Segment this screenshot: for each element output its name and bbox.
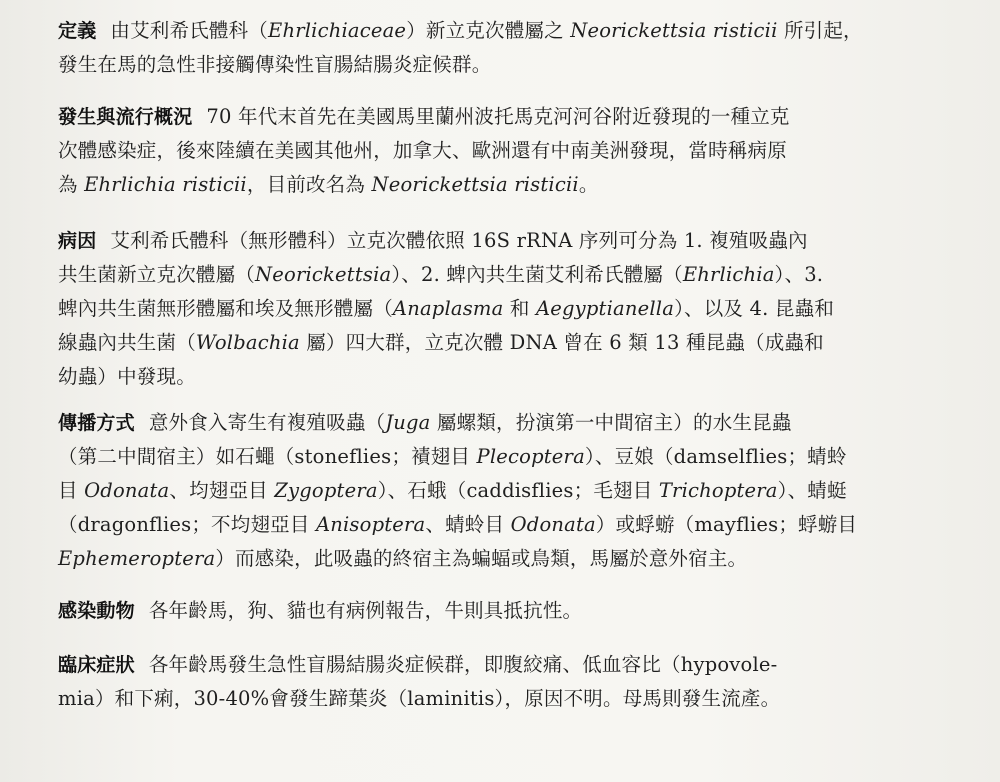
scientific-name: Ehrlichia risticii — [84, 173, 247, 196]
text-segment: （dragonflies；不均翅亞目 — [58, 513, 316, 536]
text-line — [58, 258, 980, 292]
text-line — [58, 168, 980, 202]
text-segment: 。 — [578, 173, 599, 196]
text-segment: 目 — [58, 479, 85, 502]
text-line — [58, 292, 980, 326]
scientific-name: Zygoptera — [274, 479, 378, 502]
entry-section — [58, 100, 980, 202]
entry-term: 病因 — [58, 230, 97, 252]
text-segment: 屬螺類，扮演第一中間宿主）的水生昆蟲 — [430, 411, 792, 434]
entry-section — [58, 594, 980, 628]
text-line — [58, 406, 980, 440]
text-line — [58, 100, 980, 134]
text-segment: ，目前改名為 — [246, 173, 372, 196]
scientific-name: Ehrlichia — [682, 263, 775, 286]
text-segment: 發生在馬的急性非接觸傳染性盲腸結腸炎症候群。 — [58, 53, 492, 76]
scientific-name: Trichoptera — [658, 479, 778, 502]
text-segment: 次體感染症，後來陸續在美國其他州，加拿大、歐洲還有中南美洲發現，當時稱病原 — [58, 139, 787, 162]
text-line — [58, 224, 980, 258]
scientific-name: Aegyptianella — [535, 297, 675, 320]
text-line — [58, 594, 980, 628]
entry-section — [58, 406, 980, 576]
text-line — [58, 14, 980, 48]
text-segment: 和 — [503, 297, 536, 320]
text-segment: 各年齡馬，狗、貓也有病例報告，牛則具抵抗性。 — [148, 599, 583, 622]
text-line — [58, 474, 980, 508]
text-segment: 艾利希氏體科（無形體科）立克次體依照 16S rRNA 序列可分為 1. 複殖吸蟲內 — [110, 229, 808, 252]
text-line — [58, 360, 980, 394]
text-segment: 意外食入寄生有複殖吸蟲（ — [148, 411, 386, 434]
text-segment: 線蟲內共生菌（ — [58, 331, 196, 354]
text-segment: 由艾利希氏體科（ — [110, 19, 269, 42]
text-segment: ）或蜉蝣（mayflies；蜉蝣目 — [595, 513, 858, 536]
entry-term: 感染動物 — [58, 600, 135, 622]
text-segment: ）、豆娘（damselflies；蜻蛉 — [584, 445, 847, 468]
text-segment: ）、蜻蜓 — [777, 479, 847, 502]
entry-section — [58, 648, 980, 716]
scientific-name: Wolbachia — [195, 331, 300, 354]
entry-term: 臨床症狀 — [58, 654, 135, 676]
text-segment: ）、2. 蜱內共生菌艾利希氏體屬（ — [391, 263, 683, 286]
scientific-name: Odonata — [510, 513, 596, 536]
text-line — [58, 326, 980, 360]
text-segment: 共生菌新立克次體屬（ — [58, 263, 256, 286]
entry-term: 傳播方式 — [58, 412, 135, 434]
text-segment: 各年齡馬發生急性盲腸結腸炎症候群，即腹絞痛、低血容比（hypovole- — [148, 653, 778, 676]
text-segment: mia）和下痢，30-40%會發生蹄葉炎（laminitis），原因不明。母馬則發生流產。 — [58, 687, 781, 710]
scientific-name: Neorickettsia risticii — [371, 173, 579, 196]
text-segment: 為 — [58, 173, 85, 196]
text-segment: ）而感染，此吸蟲的終宿主為蝙蝠或鳥類，馬屬於意外宿主。 — [215, 547, 748, 570]
scientific-name: Plecoptera — [476, 445, 585, 468]
scientific-name: Neorickettsia risticii — [570, 19, 778, 42]
entry-term: 定義 — [58, 20, 97, 42]
entry-list — [58, 14, 980, 716]
text-line — [58, 682, 980, 716]
scientific-name: Neorickettsia — [255, 263, 392, 286]
text-segment: ）、以及 4. 昆蟲和 — [674, 297, 835, 320]
text-segment: （第二中間宿主）如石蠅（stoneflies；襀翅目 — [58, 445, 477, 468]
scientific-name: Juga — [385, 411, 431, 434]
text-line — [58, 134, 980, 168]
text-segment: 、蜻蛉目 — [425, 513, 511, 536]
text-line — [58, 508, 980, 542]
entry-section — [58, 224, 980, 394]
text-segment: 、均翅亞目 — [169, 479, 275, 502]
text-segment: 所引起， — [777, 19, 863, 42]
text-segment: 蜱內共生菌無形體屬和埃及無形體屬（ — [58, 297, 393, 320]
scientific-name: Ephemeroptera — [58, 547, 216, 570]
text-line — [58, 648, 980, 682]
scientific-name: Anisoptera — [315, 513, 426, 536]
scientific-name: Anaplasma — [392, 297, 504, 320]
text-line — [58, 48, 980, 82]
text-segment: 70 年代末首先在美國馬里蘭州波托馬克河河谷附近發現的一種立克 — [206, 105, 790, 128]
scientific-name: Ehrlichiaceae — [268, 19, 407, 42]
entry-section — [58, 14, 980, 82]
text-segment: ）、石蛾（caddisflies；毛翅目 — [377, 479, 659, 502]
text-segment: ）、3. — [774, 263, 824, 286]
scientific-name: Odonata — [84, 479, 170, 502]
text-segment: ）新立克次體屬之 — [406, 19, 571, 42]
entry-term: 發生與流行概況 — [58, 106, 193, 128]
text-line — [58, 542, 980, 576]
text-segment: 幼蟲）中發現。 — [58, 365, 196, 388]
text-segment: 屬）四大群，立克次體 DNA 曾在 6 類 13 種昆蟲（成蟲和 — [299, 331, 824, 354]
text-line — [58, 440, 980, 474]
